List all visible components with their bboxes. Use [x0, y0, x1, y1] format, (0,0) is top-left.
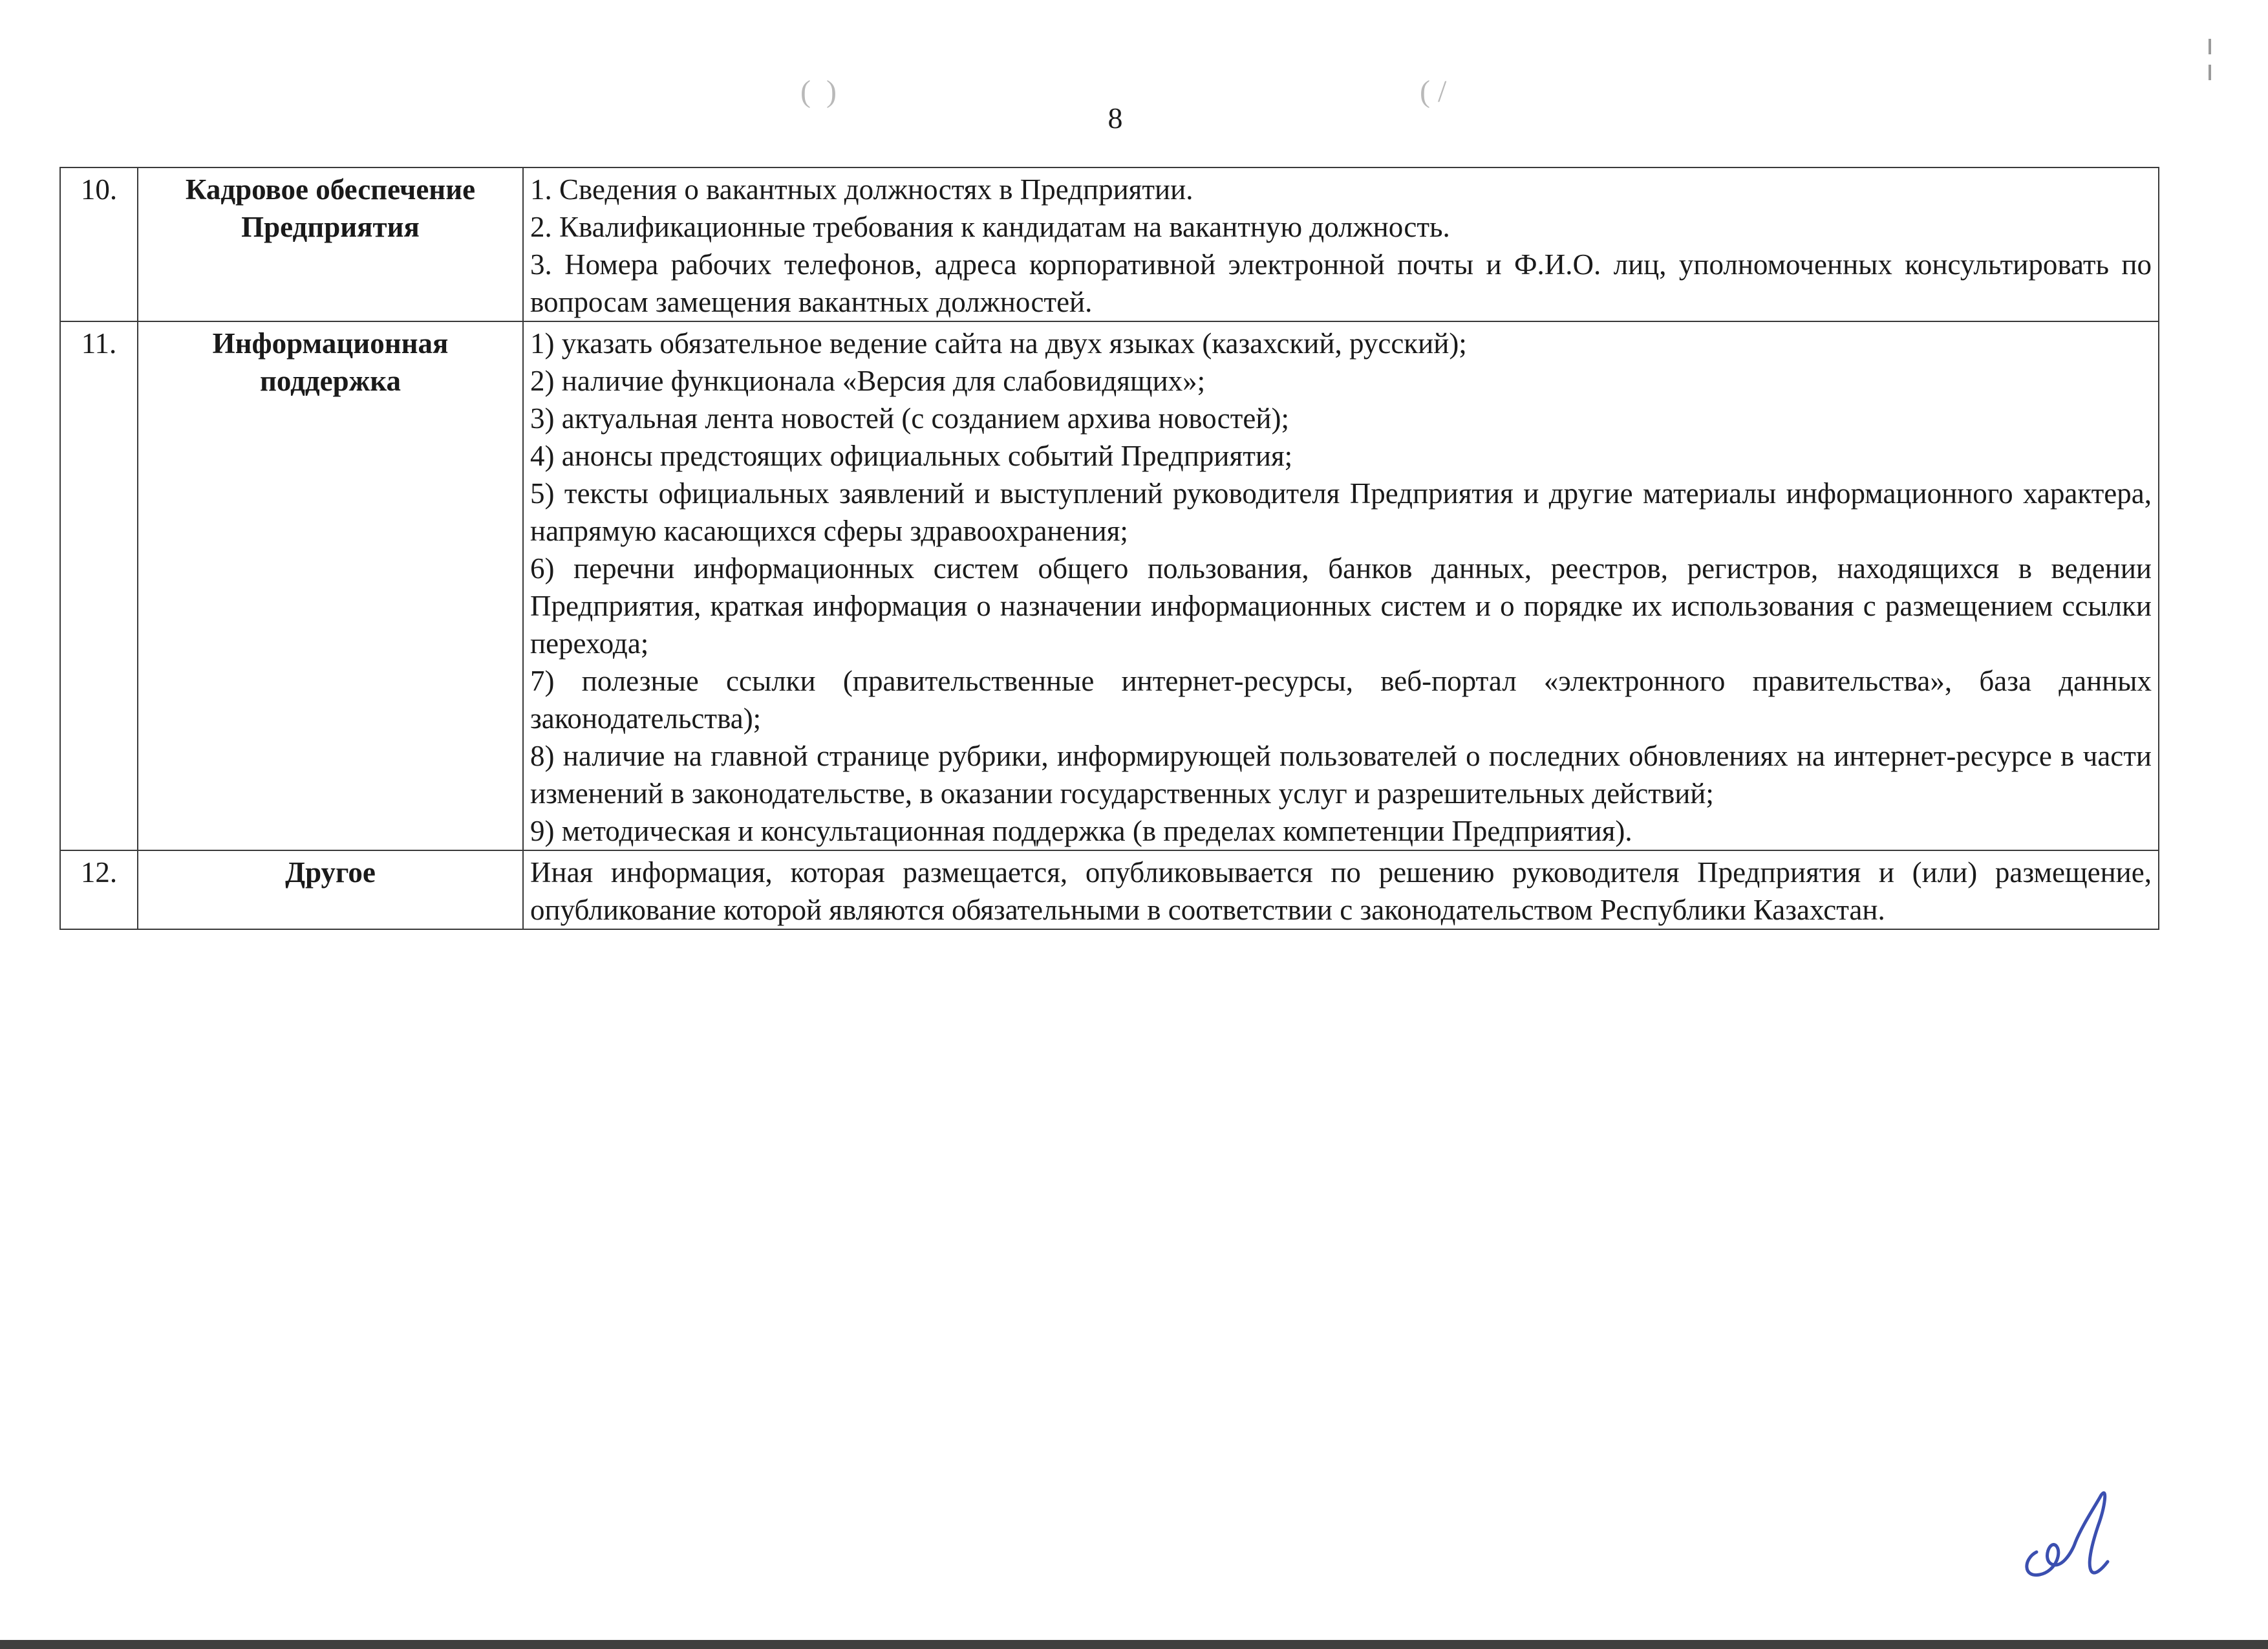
row-title: Другое [138, 850, 523, 929]
scan-bottom-edge [0, 1640, 2268, 1649]
scan-edge-mark [2209, 65, 2211, 80]
list-item: 2. Квалификационные требования к кандидатам на вакантную должность. [530, 211, 1450, 243]
row-number: 12. [60, 850, 138, 929]
page-number: 8 [1107, 102, 1123, 135]
scan-edge-mark [2209, 39, 2211, 54]
row-title: Кадровое обеспечение Предприятия [138, 167, 523, 321]
list-item: 2) наличие функционала «Версия для слабовидящих»; [530, 365, 1206, 397]
table-row [60, 321, 2159, 850]
list-item: 1) указать обязательное ведение сайта на двух языках (казахский, русский); [530, 327, 1467, 360]
row-content [523, 167, 2159, 321]
table-row [60, 850, 2159, 929]
signature-icon [2011, 1481, 2127, 1584]
scan-hole-mark-left: ( ) [800, 74, 837, 109]
list-item: 7) полезные ссылки (правительственные интернет-ресурсы, веб-портал «электронного правительства», база данных законодательства); [530, 665, 2152, 735]
list-item: 4) анонсы предстоящих официальных событий Предприятия; [530, 440, 1293, 472]
requirements-table [59, 167, 2159, 930]
list-item: 9) методическая и консультационная поддержка (в пределах компетенции Предприятия). [530, 815, 1632, 847]
list-item: 5) тексты официальных заявлений и выступлений руководителя Предприятия и другие материалы информационного характера, напрямую касающихся сферы здравоохранения; [530, 477, 2152, 547]
row-content [523, 321, 2159, 850]
list-item: 8) наличие на главной странице рубрики, информирующей пользователей о последних обновлениях на интернет-ресурсе в части изменений в законодательстве, в оказании государственных услуг и разрешительных действий; [530, 740, 2152, 810]
list-item: Иная информация, которая размещается, опубликовывается по решению руководителя Предприятия и (или) размещение, опубликование которой являются обязательными в соответствии с законодательством Республики Казахстан. [530, 856, 2152, 926]
list-item: 3) актуальная лента новостей (с созданием архива новостей); [530, 402, 1289, 435]
scan-hole-mark-right: ( / [1420, 74, 1447, 109]
table-row [60, 167, 2159, 321]
row-content [523, 850, 2159, 929]
list-item: 6) перечни информационных систем общего пользования, банков данных, реестров, регистров, находящихся в ведении Предприятия, краткая информация о назначении информационных систем и о порядке их использования с размещением ссылки перехода; [530, 552, 2152, 660]
row-number: 10. [60, 167, 138, 321]
row-title: Информационная поддержка [138, 321, 523, 850]
list-item: 1. Сведения о вакантных должностях в Предприятии. [530, 173, 1193, 206]
list-item: 3. Номера рабочих телефонов, адреса корпоративной электронной почты и Ф.И.О. лиц, уполномоченных консультировать по вопросам замещения вакантных должностей. [530, 248, 2152, 318]
row-number: 11. [60, 321, 138, 850]
